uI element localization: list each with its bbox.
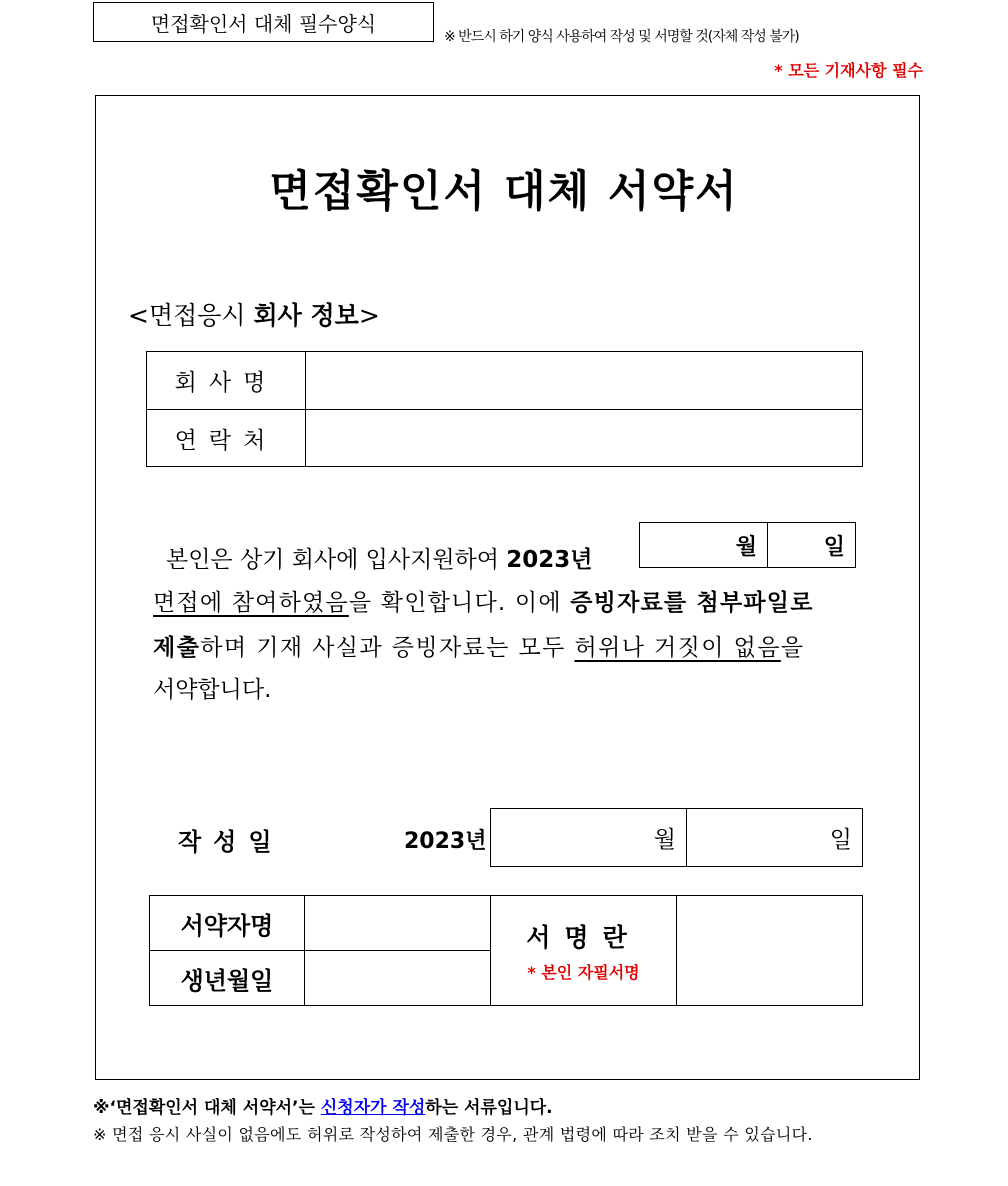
pledge-line-3 xyxy=(153,624,804,672)
document-title: 면접확인서 대체 서약서 xyxy=(269,167,739,217)
section-prefix: <면접응시 xyxy=(128,301,254,330)
footer-note-1-suffix: 하는 서류입니다. xyxy=(425,1098,553,1118)
pledge-line-4 xyxy=(153,666,271,714)
footer-note-2: ※ 면접 응시 사실이 없음에도 허위로 작성하여 제출한 경우, 관계 법령에 따라 조치 받을 수 있습니다. xyxy=(93,1125,813,1144)
required-note: * 모든 기재사항 필수 xyxy=(774,61,923,80)
footer-note-1 xyxy=(93,1093,553,1118)
table-row xyxy=(147,352,863,410)
birthdate-field[interactable] xyxy=(305,951,491,1006)
company-name-field[interactable] xyxy=(306,352,863,410)
applicant-link[interactable]: 신청자가 작성 xyxy=(320,1098,426,1118)
signature-note: * 본인 자필서명 xyxy=(527,963,640,982)
contact-label: 연락처 xyxy=(147,410,306,467)
contact-field[interactable] xyxy=(306,410,863,467)
pledge-text-3: 하며 기재 사실과 증빙자료는 모두 xyxy=(200,635,575,661)
form-tag xyxy=(93,2,434,42)
written-date-label: 작성일 xyxy=(178,828,284,856)
form-tag-label: 면접확인서 대체 필수양식 xyxy=(150,11,377,36)
pledge-text-1: 본인은 상기 회사에 입사지원하여 xyxy=(166,547,507,573)
pledge-year: 2023년 xyxy=(506,547,593,573)
signer-table xyxy=(149,895,863,1006)
pledge-underline-2: 허위나 거짓이 없음 xyxy=(574,635,781,661)
interview-day-field[interactable]: 일 xyxy=(768,523,856,568)
pledge-line-2 xyxy=(153,579,814,627)
pledge-bold-1: 증빙자료를 첨부파일로 xyxy=(570,590,814,616)
table-row xyxy=(147,410,863,467)
section-heading xyxy=(128,296,380,332)
usage-notice: ※ 반드시 하기 양식 사용하여 작성 및 서명할 것(자체 작성 불가) xyxy=(444,29,799,45)
interview-month-field[interactable]: 월 xyxy=(640,523,768,568)
written-month-field[interactable]: 월 xyxy=(491,809,687,867)
company-name-label: 회사명 xyxy=(147,352,306,410)
pledge-text-4: 서약합니다. xyxy=(153,677,272,703)
section-suffix: > xyxy=(358,301,380,330)
pledge-bold-2: 제출 xyxy=(153,635,201,661)
pledge-text-3-end: 을 xyxy=(780,635,805,661)
footer-note-1-prefix: ※‘면접확인서 대체 서약서’는 xyxy=(93,1098,321,1118)
birthdate-label: 생년월일 xyxy=(150,951,305,1006)
signature-label-cell xyxy=(491,896,677,1006)
section-bold: 회사 정보 xyxy=(253,301,359,330)
company-info-table xyxy=(146,351,863,467)
pledge-underline-1: 면접에 참여하였음 xyxy=(153,590,349,616)
signer-name-label: 서약자명 xyxy=(150,896,305,951)
pledge-text-2: 을 확인합니다. 이에 xyxy=(348,590,571,616)
written-date-box xyxy=(490,808,863,867)
interview-date-box xyxy=(639,522,856,568)
signer-name-field[interactable] xyxy=(305,896,491,951)
signature-label: 서명란 xyxy=(526,923,641,952)
written-day-field[interactable]: 일 xyxy=(687,809,863,867)
pledge-line-1 xyxy=(166,536,593,584)
signature-field[interactable] xyxy=(677,896,863,1006)
written-year: 2023년 xyxy=(404,829,487,854)
